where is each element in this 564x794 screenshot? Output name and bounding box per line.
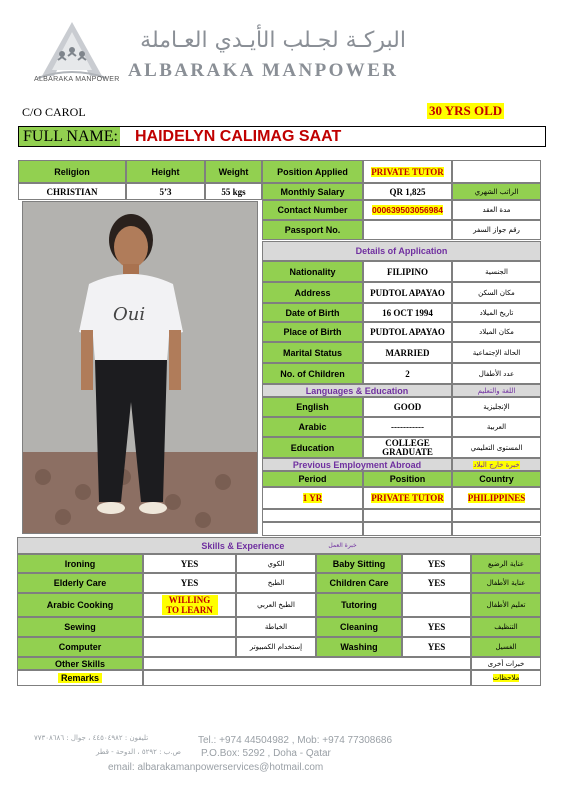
skill-arabic-cooking-text: WILLING TO LEARN — [162, 595, 218, 615]
skill-babysitting-label: Baby Sitting — [316, 554, 402, 573]
remarks-arabic: ملاحظات — [492, 674, 520, 682]
position-applied-value — [363, 160, 452, 183]
full-name-value: HAIDELYN CALIMAG SAAT — [135, 128, 342, 145]
passport-label: Passport No. — [262, 220, 363, 240]
skill-washing-value: YES — [402, 637, 471, 657]
pob-label: Place of Birth — [262, 322, 363, 342]
skill-washing-label: Washing — [316, 637, 402, 657]
employment-position — [363, 487, 452, 509]
employment-empty-2c — [452, 522, 541, 536]
skill-childcare-label: Children Care — [316, 573, 402, 593]
full-name-label: FULL NAME: — [19, 127, 120, 146]
details-section-title: Details of Application — [262, 241, 541, 261]
marital-status-label: Marital Status — [262, 342, 363, 363]
skill-babysitting-arabic: عناية الرضيع — [471, 554, 541, 573]
svg-text:Oui: Oui — [113, 304, 146, 325]
skill-cleaning-arabic: التنظيف — [471, 617, 541, 637]
contact-label: Contact Number — [262, 200, 363, 220]
dob-arabic: تاريخ الميلاد — [452, 303, 541, 322]
english-label: English — [262, 397, 363, 417]
position-applied-text: PRIVATE TUTOR — [371, 166, 444, 177]
skill-babysitting-value: YES — [402, 554, 471, 573]
height-header: Height — [126, 160, 205, 183]
employment-empty-2a — [262, 522, 363, 536]
languages-title-arabic: اللغة والتعليم — [452, 384, 541, 397]
employment-empty-1b — [363, 509, 452, 522]
skill-computer-arabic: إستخدام الكمبيوتر — [236, 637, 316, 657]
skill-tutoring-value — [402, 593, 471, 617]
skills-title-bar — [17, 537, 541, 554]
skills-title: Skills & Experience — [201, 540, 285, 551]
skill-childcare-value: YES — [402, 573, 471, 593]
employment-country-text: PHILIPPINES — [467, 493, 526, 503]
skill-ironing-arabic: الكوي — [236, 554, 316, 573]
employment-position-text: PRIVATE TUTOR — [371, 493, 444, 503]
skill-tutoring-arabic: تعليم الأطفال — [471, 593, 541, 617]
religion-value: CHRISTIAN — [18, 183, 126, 200]
care-of: C/O CAROL — [22, 105, 86, 119]
skill-washing-arabic: الغسيل — [471, 637, 541, 657]
address-label: Address — [262, 282, 363, 303]
skills-title-arabic: خبرة العمل — [328, 542, 357, 549]
footer-arabic-po: ص.ب : ٥٢٩٢ ، الدوحة - قطر — [96, 748, 181, 756]
remarks-label-cell — [17, 670, 143, 686]
religion-header: Religion — [18, 160, 126, 183]
company-name: ALBARAKA MANPOWER — [128, 60, 399, 81]
employment-title-arabic-text: خبرة خارج البلاد — [473, 460, 520, 469]
full-name-row — [18, 126, 546, 147]
children-arabic: عدد الأطفال — [452, 363, 541, 384]
english-value: GOOD — [363, 397, 452, 417]
other-skills-arabic: خبرات أخرى — [471, 657, 541, 670]
footer-email: email: albarakamanpowerservices@hotmail.com — [108, 762, 324, 773]
country-header: Country — [452, 471, 541, 487]
employment-country — [452, 487, 541, 509]
position-header: Position — [363, 471, 452, 487]
skill-arabic-cooking-label: Arabic Cooking — [17, 593, 143, 617]
nationality-arabic: الجنسية — [452, 261, 541, 282]
marital-status-arabic: الحالة الإجتماعية — [452, 342, 541, 363]
passport-arabic: رقم جواز السفر — [452, 220, 541, 240]
languages-title: Languages & Education — [262, 384, 452, 397]
nationality-value: FILIPINO — [363, 261, 452, 282]
skill-childcare-arabic: عناية الأطفال — [471, 573, 541, 593]
position-applied-extra — [452, 160, 541, 183]
footer-tel: Tel.: +974 44504982 , Mob: +974 77308686 — [198, 735, 393, 746]
monthly-salary-label: Monthly Salary — [262, 183, 363, 200]
contact-value — [363, 200, 452, 220]
remarks-arabic-cell — [471, 670, 541, 686]
arabic-label: Arabic — [262, 417, 363, 437]
passport-value — [363, 220, 452, 240]
skill-sewing-value — [143, 617, 236, 637]
height-value: 5’3 — [126, 183, 205, 200]
logo-caption: ALBARAKA MANPOWER — [34, 76, 120, 83]
skill-arabic-cooking-arabic: الطبخ العربي — [236, 593, 316, 617]
children-label: No. of Children — [262, 363, 363, 384]
skill-ironing-value: YES — [143, 554, 236, 573]
address-value: PUDTOL APAYAO — [363, 282, 452, 303]
position-applied-header: Position Applied — [262, 160, 363, 183]
contact-arabic: مدة العقد — [452, 200, 541, 220]
education-value: COLLEGE GRADUATE — [363, 437, 452, 458]
children-value: 2 — [363, 363, 452, 384]
remarks-value — [143, 670, 471, 686]
skill-cleaning-value: YES — [402, 617, 471, 637]
remarks-label: Remarks — [58, 673, 102, 683]
arabic-arabic: العربية — [452, 417, 541, 437]
skill-tutoring-label: Tutoring — [316, 593, 402, 617]
marital-status-value: MARRIED — [363, 342, 452, 363]
employment-empty-1a — [262, 509, 363, 522]
skill-sewing-arabic: الخياطة — [236, 617, 316, 637]
skill-elderly-label: Elderly Care — [17, 573, 143, 593]
monthly-salary-arabic: الراتب الشهري — [452, 183, 541, 200]
skill-elderly-value: YES — [143, 573, 236, 593]
skill-computer-value — [143, 637, 236, 657]
employment-empty-1c — [452, 509, 541, 522]
employment-title: Previous Employment Abroad — [262, 458, 452, 471]
other-skills-label: Other Skills — [17, 657, 143, 670]
employment-period-text: 1 YR — [302, 493, 323, 503]
employment-period — [262, 487, 363, 509]
monthly-salary-value: QR 1,825 — [363, 183, 452, 200]
weight-value: 55 kgs — [205, 183, 262, 200]
skill-cleaning-label: Cleaning — [316, 617, 402, 637]
dob-label: Date of Birth — [262, 303, 363, 322]
albaraka-logo-icon — [30, 18, 114, 84]
contact-number: 000639503056984 — [372, 205, 443, 215]
nationality-label: Nationality — [262, 261, 363, 282]
dob-value: 16 OCT 1994 — [363, 303, 452, 322]
weight-header: Weight — [205, 160, 262, 183]
skill-arabic-cooking-value — [143, 593, 236, 617]
footer-po-box: P.O.Box: 5292 , Doha - Qatar — [201, 748, 331, 759]
other-skills-value — [143, 657, 471, 670]
footer-arabic-phone: تليفون : ٤٤٥٠٤٩٨٢ ، جوال : ٧٧٣٠٨٦٨٦ — [34, 734, 149, 742]
education-label: Education — [262, 437, 363, 458]
candidate-photo — [22, 201, 258, 534]
education-arabic: المستوى التعليمي — [452, 437, 541, 458]
letterhead — [0, 0, 564, 100]
skill-sewing-label: Sewing — [17, 617, 143, 637]
pob-value: PUDTOL APAYAO — [363, 322, 452, 342]
skill-elderly-arabic: الطبخ — [236, 573, 316, 593]
employment-empty-2b — [363, 522, 452, 536]
age-badge: 30 YRS OLD — [429, 103, 503, 118]
pob-arabic: مكان الميلاد — [452, 322, 541, 342]
skill-computer-label: Computer — [17, 637, 143, 657]
employment-title-arabic — [452, 458, 541, 471]
arabic-value: ----------- — [363, 417, 452, 437]
period-header: Period — [262, 471, 363, 487]
english-arabic: الإنجليزية — [452, 397, 541, 417]
address-arabic: مكان السكن — [452, 282, 541, 303]
arabic-company-name: البركـة لجـلب الأيـدي العـاملة — [140, 28, 406, 53]
skill-ironing-label: Ironing — [17, 554, 143, 573]
